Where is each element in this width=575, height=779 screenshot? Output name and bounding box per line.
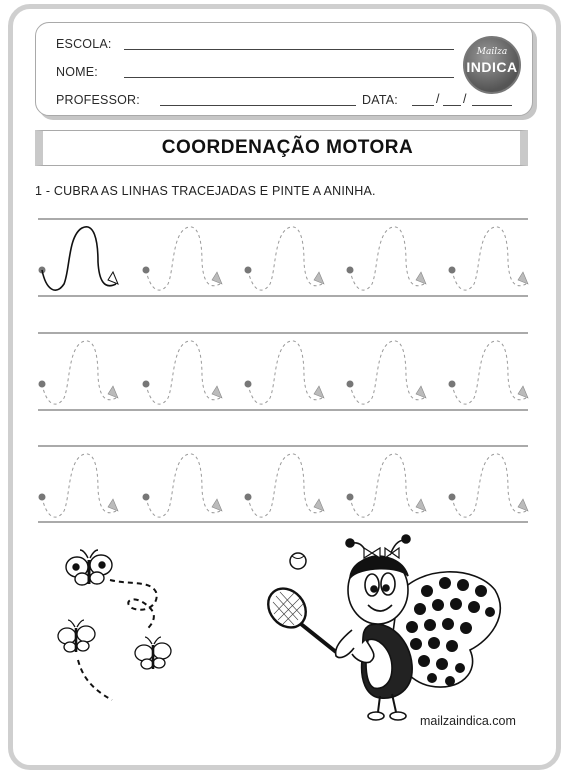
- flight-path: [78, 660, 112, 700]
- tennis-racket-icon: [260, 581, 336, 652]
- name-label: NOME:: [56, 65, 98, 79]
- logo-bottom-text: INDICA: [466, 59, 518, 75]
- page-title: COORDENAÇÃO MOTORA: [161, 137, 414, 158]
- guide-lines: [38, 219, 528, 522]
- ladybug-icon: [336, 535, 501, 720]
- tracing-row-1[interactable]: [39, 227, 529, 290]
- date-separator: /: [436, 92, 440, 106]
- date-separator: /: [463, 92, 467, 106]
- instruction-text: 1 - CUBRA AS LINHAS TRACEJADAS E PINTE A ANINHA.: [35, 184, 376, 198]
- butterfly-icon: [58, 620, 95, 652]
- butterfly-icon: [135, 637, 171, 669]
- flight-path: [110, 580, 157, 630]
- butterfly-icon: [66, 550, 112, 585]
- school-label: ESCOLA:: [56, 37, 112, 51]
- logo-top-text: Mailza: [476, 47, 508, 57]
- date-label: DATA:: [362, 93, 398, 107]
- tennis-ball-icon: [290, 553, 306, 569]
- tracing-row-3[interactable]: [39, 454, 529, 517]
- footer-brand-url[interactable]: mailzaindica.com: [420, 714, 516, 728]
- tracing-row-2[interactable]: [39, 341, 529, 404]
- teacher-label: PROFESSOR:: [56, 93, 140, 107]
